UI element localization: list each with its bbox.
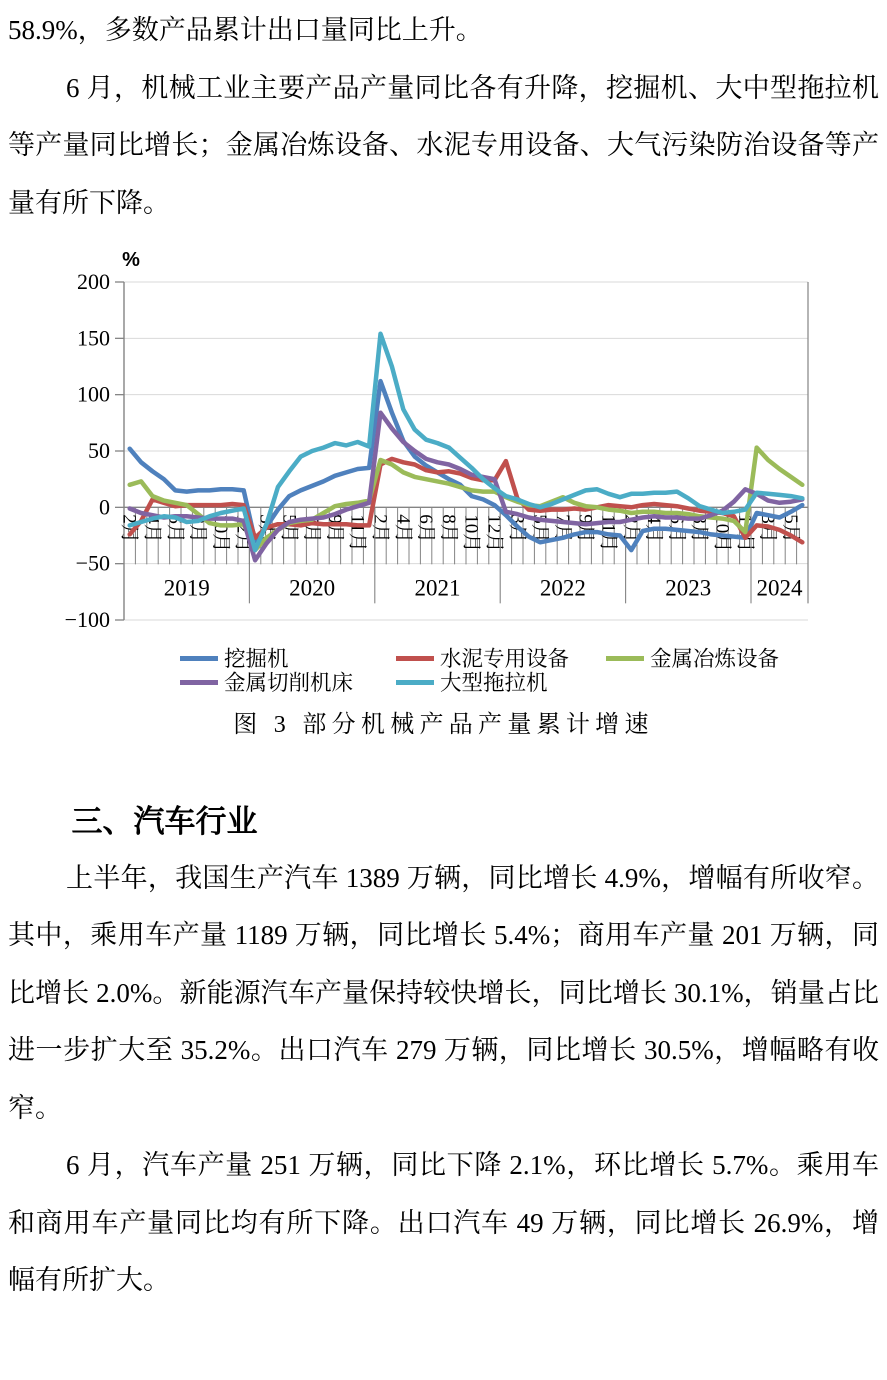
- section-heading-auto-industry: 三、汽车行业: [71, 803, 258, 839]
- paragraph-june-auto-production: 6 月，汽车产量 251 万辆，同比下降 2.1%，环比增长 5.7%。乘用车和商用车产量同比均有所下降。出口汽车 49 万辆，同比增长 26.9%，增幅有所扩大。: [8, 1150, 879, 1296]
- gridlines: [124, 282, 808, 620]
- legend-item-1: [396, 647, 569, 671]
- paragraph-june-machinery-output: 6 月，机械工业主要产品产量同比各有升降，挖掘机、大中型拖拉机等产量同比增长；金属冶炼设备、水泥专用设备、大气污染防治设备等产量有所下降。: [8, 72, 879, 218]
- x-tick-label: 3月: [255, 514, 277, 543]
- x-tick-label: 3月: [757, 514, 779, 543]
- paragraph-export-growth: 58.9%，多数产品累计出口量同比上升。: [8, 15, 483, 45]
- legend-marker: [396, 656, 434, 661]
- figure-caption: 图 3 部分机械产品产量累计增速: [233, 712, 654, 738]
- x-tick-label: 7月: [301, 514, 323, 543]
- machinery-output-growth-chart: [8, 242, 879, 704]
- year-label: 2024: [756, 575, 803, 601]
- x-tick-label: 2月: [369, 514, 391, 543]
- legend-marker: [180, 680, 218, 685]
- legend-marker: [606, 656, 644, 661]
- y-tick-label: 0: [99, 494, 110, 520]
- x-tick-label: 6月: [415, 514, 437, 543]
- y-tick-label: 100: [77, 381, 110, 407]
- x-tick-label: 5月: [278, 514, 300, 543]
- x-tick-label: 6月: [164, 514, 186, 543]
- legend-item-0: [180, 647, 289, 671]
- x-tick-label: 10月: [711, 514, 733, 553]
- legend-label: 大型拖拉机: [440, 671, 548, 695]
- year-label: 2019: [163, 575, 210, 601]
- paragraph-h1-auto-production: 上半年，我国生产汽车 1389 万辆，同比增长 4.9%，增幅有所收窄。其中，乘用车产量 1189 万辆，同比增长 5.4%；商用车产量 201 万辆，同比增长 2.0%。新能源汽车产量保持较快增长，同比增长 30.1%，销量占比进一步扩大至 35.2%。出口汽车 279 万辆，同比增长 30.5%，增幅略有收窄。: [8, 862, 879, 1123]
- x-tick-label: 9月: [323, 514, 345, 543]
- x-tick-label: 6月: [665, 514, 687, 543]
- x-tick-label: 3月: [506, 514, 528, 543]
- legend-marker: [396, 680, 434, 685]
- x-tick-label: 4月: [141, 514, 163, 543]
- x-tick-label: 12月: [483, 514, 505, 553]
- y-axis-unit-label: %: [122, 249, 140, 271]
- x-tick-label: 2月: [620, 514, 642, 543]
- x-tick-label: 8月: [437, 514, 459, 543]
- x-tick-label: 5月: [779, 514, 801, 543]
- figure-machinery-chart: [8, 242, 879, 743]
- y-tick-label: 50: [88, 438, 110, 463]
- x-tick-label: 9月: [574, 514, 596, 543]
- year-label: 2023: [665, 575, 712, 601]
- x-tick-label: 10月: [460, 514, 482, 553]
- x-tick-label: 12月: [734, 514, 756, 553]
- x-tick-label: 2月: [118, 514, 140, 543]
- legend-item-4: [396, 671, 548, 695]
- x-tick-label: 11月: [597, 514, 619, 552]
- year-label: 2021: [414, 575, 461, 601]
- x-tick-label: 11月: [346, 514, 368, 552]
- x-tick-label: 4月: [643, 514, 665, 543]
- year-label: 2020: [289, 575, 336, 601]
- legend-marker: [180, 656, 218, 661]
- legend-label: 水泥专用设备: [440, 647, 570, 671]
- x-tick-label: 5月: [529, 514, 551, 543]
- x-tick-label: 8月: [187, 514, 209, 543]
- legend-label: 金属切削机床: [224, 671, 354, 695]
- x-tick-label: 12月: [232, 514, 254, 553]
- legend-item-3: [180, 671, 353, 695]
- x-tick-label: 7月: [551, 514, 573, 543]
- y-tick-label: 150: [77, 325, 110, 351]
- legend-label: 金属冶炼设备: [650, 647, 780, 671]
- x-tick-label: 10月: [209, 514, 231, 553]
- legend-label: 挖掘机: [224, 647, 289, 671]
- chart-legend: [180, 647, 779, 695]
- year-label: 2022: [539, 575, 586, 601]
- legend-item-2: [606, 647, 779, 671]
- x-tick-label: 8月: [688, 514, 710, 543]
- x-tick-label: 4月: [392, 514, 414, 543]
- y-tick-label: −50: [75, 550, 110, 576]
- y-tick-label: 200: [77, 269, 110, 294]
- y-tick-label: −100: [64, 607, 110, 632]
